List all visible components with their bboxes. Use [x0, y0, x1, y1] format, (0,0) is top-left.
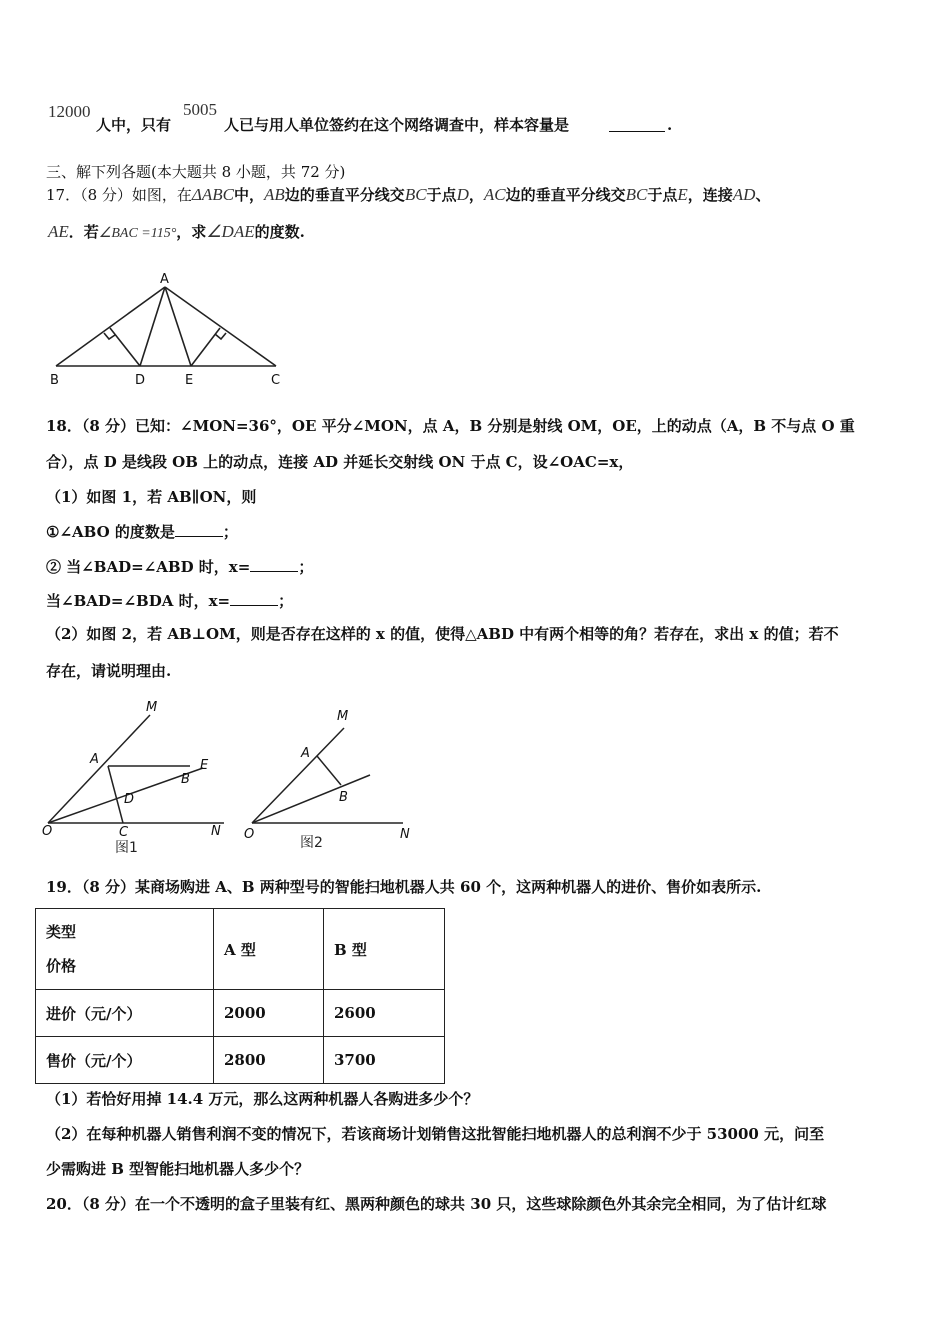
question-18-sub3 — [46, 591, 293, 610]
label-n: N — [400, 827, 410, 842]
figure-18-2 — [238, 700, 428, 860]
q17-number: 17．（8 分）如图，在 — [46, 186, 192, 204]
header-cell-type-price — [36, 909, 214, 990]
q17-text: 边的垂直平分线交 — [284, 186, 405, 204]
q17-text: 的度数. — [254, 223, 305, 241]
question-19-part2-line2: 少需购进 B 型智能扫地机器人多少个？ — [46, 1160, 310, 1178]
q17-text: ， — [468, 186, 484, 204]
q17-text: ．若 — [68, 223, 99, 241]
table-row — [36, 1037, 445, 1084]
figure-caption-1: 图1 — [115, 840, 138, 856]
row-label: 售价（元/个） — [36, 1037, 214, 1084]
period: . — [667, 116, 673, 134]
label-a: A — [301, 746, 310, 761]
cell-a: 2000 — [214, 990, 324, 1037]
sub3-text: 当∠BAD=∠BDA 时，x= — [46, 592, 231, 610]
label-o: O — [42, 824, 53, 839]
segment-ae: AE — [48, 222, 69, 241]
point-d: D — [456, 185, 469, 204]
table-header-row — [36, 909, 445, 990]
header-price: 价格 — [46, 957, 77, 975]
label-d: D — [135, 373, 146, 388]
question-18-sub1 — [46, 522, 238, 541]
label-b: B — [339, 790, 348, 805]
segment-ab: AB — [264, 185, 285, 204]
angle-condition: ∠BAC =115° — [98, 226, 177, 241]
header-type: 类型 — [46, 923, 77, 941]
question-18-part2-line2: 存在，请说明理由. — [46, 662, 172, 680]
label-a: A — [160, 272, 169, 287]
label-d: D — [124, 792, 135, 807]
table-row — [36, 990, 445, 1037]
label-e: E — [200, 758, 209, 773]
q17-text: 于点 — [647, 186, 678, 204]
sub1-end: ； — [222, 523, 238, 541]
label-a: A — [90, 752, 99, 767]
question-20-line1: 20．（8 分）在一个不透明的盒子里装有红、黑两种颜色的球共 30 只，这些球除颜色外其余完全相同，为了估计红球 — [46, 1195, 827, 1213]
answer-blank — [230, 591, 278, 606]
question-text: 人已与用人单位签约在这个网络调查中，样本容量是 — [224, 116, 570, 134]
q17-text: 于点 — [426, 186, 457, 204]
question-19-part2-line1: （2）在每种机器人销售利润不变的情况下，若该商场计划销售这批智能扫地机器人的总利润不少于 53000 元，问至 — [46, 1125, 825, 1143]
question-17-line2 — [48, 223, 305, 243]
question-18-part1: （1）如图 1，若 AB∥ON，则 — [46, 488, 257, 506]
segment-bc: BC — [404, 185, 427, 204]
question-19-line1: 19．（8 分）某商场购进 A、B 两种型号的智能扫地机器人共 60 个，这两种机器人的进价、售价如表所示. — [46, 878, 762, 896]
question-18-line1: 18．（8 分）已知：∠MON=36°，OE 平分∠MON，点 A，B 分别是射线 OM，OE，上的动点（A，B 不与点 O 重 — [46, 417, 855, 435]
angle-dae: ∠DAE — [206, 222, 255, 241]
label-e: E — [185, 373, 194, 388]
cell-b: 3700 — [324, 1037, 445, 1084]
cell-b: 2600 — [324, 990, 445, 1037]
segment-bc: BC — [625, 185, 648, 204]
signed-number: 5005 — [183, 100, 217, 119]
fill-in-question-tail — [46, 100, 706, 136]
q17-text: ，连接 — [687, 186, 733, 204]
answer-blank — [175, 522, 223, 537]
q17-text: 、 — [755, 186, 771, 204]
section-title: 三、解下列各题(本大题共 8 小题，共 72 分) — [46, 163, 346, 181]
label-b: B — [50, 373, 59, 388]
sub2-text: ② 当∠BAD=∠ABD 时，x= — [46, 558, 251, 576]
question-18-line2: 合），点 D 是线段 OB 上的动点，连接 AD 并延长交射线 ON 于点 C，设∠OAC=x， — [46, 453, 634, 471]
point-e: E — [677, 185, 688, 204]
label-m: M — [337, 709, 349, 724]
answer-blank — [250, 557, 298, 572]
population-number: 12000 — [48, 102, 91, 121]
label-m: M — [146, 700, 158, 715]
question-17-line1 — [46, 186, 770, 204]
question-18-part2-line1: （2）如图 2，若 AB⊥OM，则是否存在这样的 x 的值，使得△ABD 中有两个相等的角？若存在，求出 x 的值；若不 — [46, 625, 839, 643]
row-label: 进价（元/个） — [36, 990, 214, 1037]
label-b: B — [181, 772, 190, 787]
figure-18-1 — [38, 695, 238, 860]
label-c: C — [271, 373, 281, 388]
price-table — [35, 908, 445, 1084]
sub3-end: ； — [278, 592, 294, 610]
header-cell-b: B 型 — [324, 909, 445, 990]
triangle-abc: ΔABC — [191, 185, 234, 204]
sub2-end: ； — [298, 558, 314, 576]
segment-ac: AC — [483, 185, 506, 204]
answer-blank — [609, 117, 665, 132]
segment-ad: AD — [732, 185, 756, 204]
label-o: O — [244, 827, 255, 842]
label-n: N — [211, 824, 221, 839]
question-18-sub2 — [46, 557, 313, 576]
q17-text: ，求 — [176, 223, 207, 241]
figure-17-triangle — [40, 268, 290, 393]
question-19-part1: （1）若恰好用掉 14.4 万元，那么这两种机器人各购进多少个？ — [46, 1090, 479, 1108]
label-c: C — [119, 825, 129, 840]
question-text: 人中，只有 — [96, 116, 172, 134]
q17-text: 中， — [234, 186, 265, 204]
q17-text: 边的垂直平分线交 — [505, 186, 626, 204]
cell-a: 2800 — [214, 1037, 324, 1084]
header-cell-a: A 型 — [214, 909, 324, 990]
figure-caption-2: 图2 — [300, 835, 323, 851]
sub1-text: ①∠ABO 的度数是 — [46, 523, 175, 541]
